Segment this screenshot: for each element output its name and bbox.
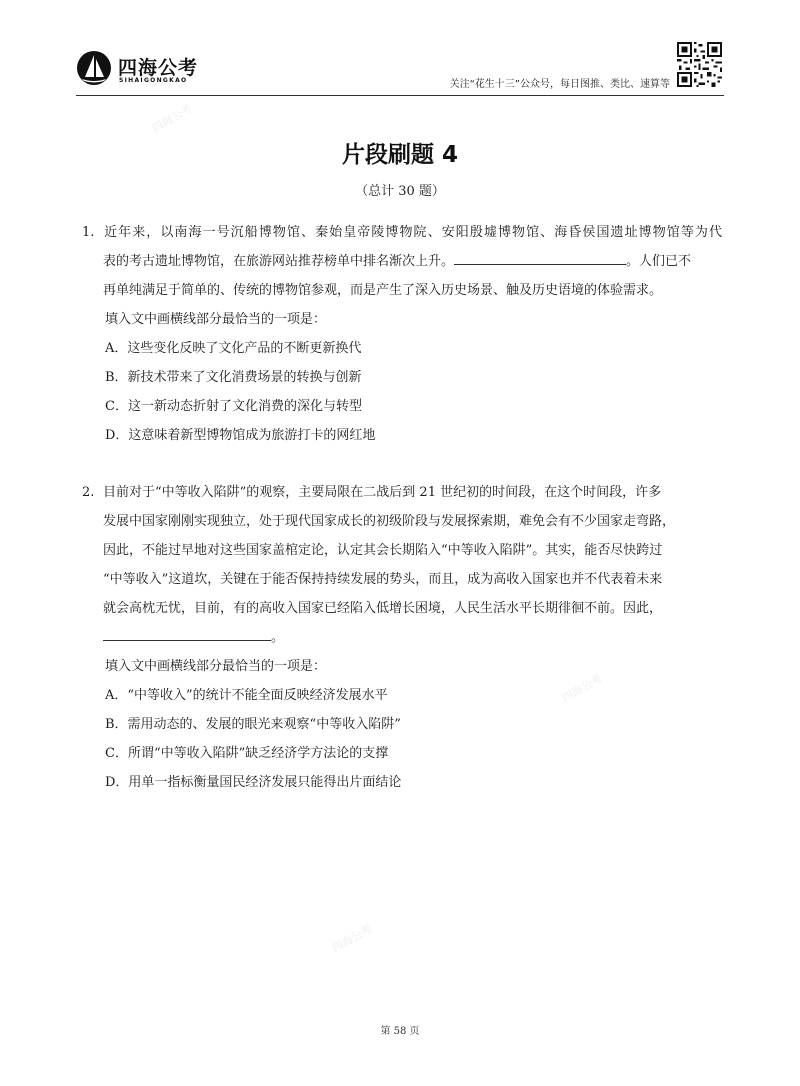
question-line bbox=[82, 594, 722, 623]
watermark bbox=[329, 920, 375, 956]
question-line bbox=[82, 218, 722, 247]
question-text: “中等收入”这道坎，关键在于能否保持持续发展的势头，而且，成为高收入国家也并不代表着未来 bbox=[103, 572, 663, 587]
watermark-text: 四海公考 bbox=[329, 921, 375, 956]
watermark bbox=[149, 100, 195, 136]
question-line bbox=[82, 276, 722, 305]
question-2 bbox=[82, 478, 722, 797]
sailboat-logo-icon bbox=[76, 50, 112, 86]
answer-blank bbox=[454, 250, 626, 265]
logo-chinese-text: 四海公考 bbox=[118, 57, 199, 79]
question-prompt: 填入文中画横线部分最恰当的一项是： bbox=[105, 659, 327, 674]
question-text: 目前对于“中等收入陷阱”的观察，主要局限在二战后到 21 世纪初的时间段，在这个时间段，许多 bbox=[103, 485, 662, 500]
question-line bbox=[82, 247, 722, 276]
option-a: A．这些变化反映了文化产品的不断更新换代 bbox=[105, 341, 362, 356]
question-text: 因此，不能过早地对这些国家盖棺定论，认定其会长期陷入“中等收入陷阱”。其实，能否尽快跨过 bbox=[103, 543, 663, 558]
question-text: 发展中国家刚刚实现独立，处于现代国家成长的初级阶段与发展探索期，难免会有不少国家走弯路， bbox=[103, 514, 676, 529]
option-c: C．这一新动态折射了文化消费的深化与转型 bbox=[105, 399, 362, 414]
page-subtitle: （总计 30 题） bbox=[355, 184, 445, 199]
option-c: C．所谓“中等收入陷阱”缺乏经济学方法论的支撑 bbox=[105, 746, 389, 761]
question-text: 。 bbox=[271, 630, 285, 645]
page-header bbox=[0, 0, 800, 100]
header-tagline: 关注“花生十三”公众号，每日图推、类比、速算等 bbox=[449, 79, 670, 90]
question-prompt: 填入文中画横线部分最恰当的一项是： bbox=[105, 312, 327, 327]
question-line bbox=[82, 478, 722, 507]
question-number: 2. bbox=[82, 485, 95, 500]
question-line bbox=[82, 565, 722, 594]
page-title: 片段刷题 4 bbox=[341, 142, 458, 168]
question-text: 近年来，以南海一号沉船博物馆、秦始皇帝陵博物院、安阳殷墟博物馆、海昏侯国遗址博物馆等为代 bbox=[103, 225, 722, 240]
header-divider bbox=[76, 95, 724, 96]
option-d: D．用单一指标衡量国民经济发展只能得出片面结论 bbox=[105, 775, 402, 790]
option-b: B．新技术带来了文化消费场景的转换与创新 bbox=[105, 370, 362, 385]
question-line bbox=[82, 536, 722, 565]
question-number: 1. bbox=[82, 225, 95, 240]
question-text: 表的考古遗址博物馆，在旅游网站推荐榜单中排名渐次上升。 bbox=[103, 254, 455, 269]
option-d: D．这意味着新型博物馆成为旅游打卡的网红地 bbox=[105, 428, 376, 443]
brand-logo bbox=[76, 50, 236, 90]
qr-code-icon bbox=[677, 42, 722, 87]
question-1 bbox=[82, 218, 722, 450]
question-text: 。人们已不 bbox=[626, 254, 692, 269]
question-line bbox=[82, 623, 722, 652]
question-line bbox=[82, 507, 722, 536]
logo-english-text: SIHAIGONGKAO bbox=[119, 77, 188, 84]
question-text: 再单纯满足于简单的、传统的博物馆参观，而是产生了深入历史场景、触及历史语境的体验需求。 bbox=[103, 283, 663, 298]
watermark-text: 四海公考 bbox=[149, 101, 195, 136]
watermark-text: 四海公考 bbox=[559, 671, 605, 706]
option-b: B．需用动态的、发展的眼光来观察“中等收入陷阱” bbox=[105, 717, 401, 732]
question-text: 就会高枕无忧，目前，有的高收入国家已经陷入低增长困境，人民生活水平长期徘徊不前。因此， bbox=[103, 601, 663, 616]
option-a: A．“中等收入”的统计不能全面反映经济发展水平 bbox=[105, 688, 388, 703]
answer-blank bbox=[103, 626, 271, 641]
page-number: 第 58 页 bbox=[380, 1026, 420, 1037]
